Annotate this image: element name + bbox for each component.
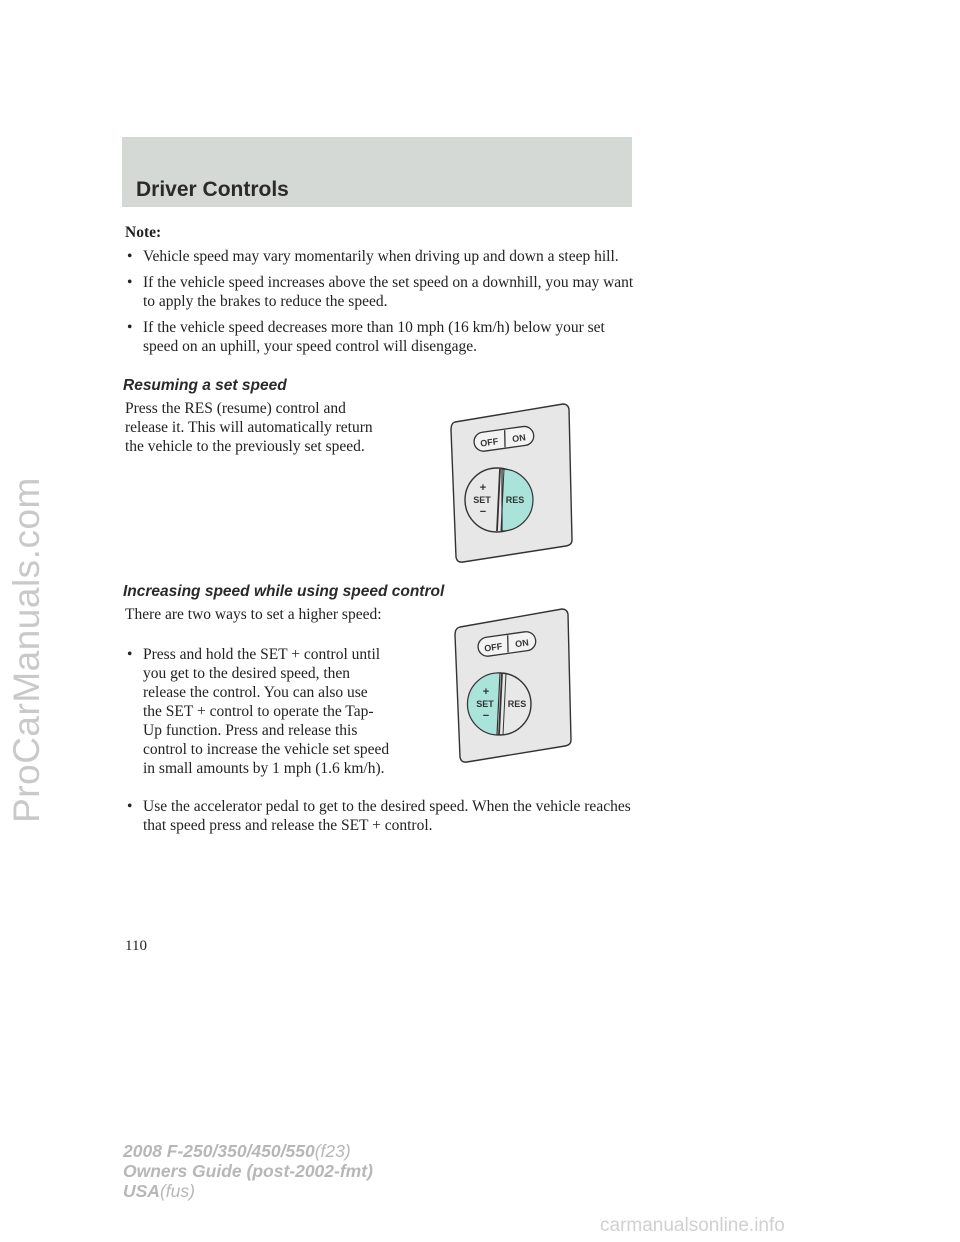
resume-body: Press the RES (resume) control and release it. This will automatically return the vehicle to the previously set speed. <box>125 400 373 455</box>
minus-label: − <box>479 506 487 518</box>
resume-heading: Resuming a set speed <box>123 377 287 394</box>
list-item: • If the vehicle speed decreases more than 10 mph (16 km/h) below your set speed on an uphill, your speed control will disengage. <box>127 319 605 355</box>
increase-list-a <box>125 645 390 785</box>
plus-label: + <box>482 686 490 698</box>
section-header <box>122 137 632 207</box>
side-watermark <box>2 300 52 1000</box>
footer-line-3: USA(fus) <box>123 1181 195 1201</box>
increase-intro: There are two ways to set a higher speed: <box>125 606 382 623</box>
off-label: OFF <box>483 641 503 654</box>
plus-label: + <box>479 482 487 494</box>
res-label: RES <box>507 699 527 709</box>
footer-line-2: Owners Guide (post-2002-fmt) <box>123 1161 373 1181</box>
list-item: • If the vehicle speed increases above the set speed on a downhill, you may want to apply the brakes to reduce the speed. <box>127 274 634 310</box>
list-item: • Use the accelerator pedal to get to the desired speed. When the vehicle reaches that speed press and release the SET + control. <box>127 798 631 834</box>
footer-line-1: 2008 F-250/350/450/550(f23) <box>123 1141 351 1161</box>
list-item: • Vehicle speed may vary momentarily when driving up and down a steep hill. <box>127 248 619 265</box>
off-label: OFF <box>479 436 499 449</box>
speed-control-illustration-res <box>445 400 575 565</box>
on-label: ON <box>511 432 527 445</box>
speed-control-illustration-set <box>450 605 575 765</box>
on-label: ON <box>514 637 530 650</box>
set-label: SET <box>476 699 494 709</box>
section-title: Driver Controls <box>136 178 289 201</box>
res-label: RES <box>505 495 525 505</box>
note-list <box>125 247 635 363</box>
page-number: 110 <box>125 938 147 954</box>
note-label: Note: <box>125 224 162 241</box>
set-label: SET <box>473 495 491 505</box>
increase-list-b <box>125 797 635 842</box>
list-item: • Press and hold the SET + control until you get to the desired speed, then release the control. You can also use the SET + control to operate the Tap-Up function. Press and release this control to increase the vehicle set speed in small amounts by 1 mph (1.6 km/h). <box>127 646 390 777</box>
increase-heading: Increasing speed while using speed control <box>123 583 445 600</box>
footer <box>123 1141 373 1201</box>
bottom-watermark: carmanualsonline.info <box>600 1215 785 1236</box>
minus-label: − <box>482 710 490 722</box>
side-watermark-text: ProCarManuals.com <box>6 477 47 823</box>
